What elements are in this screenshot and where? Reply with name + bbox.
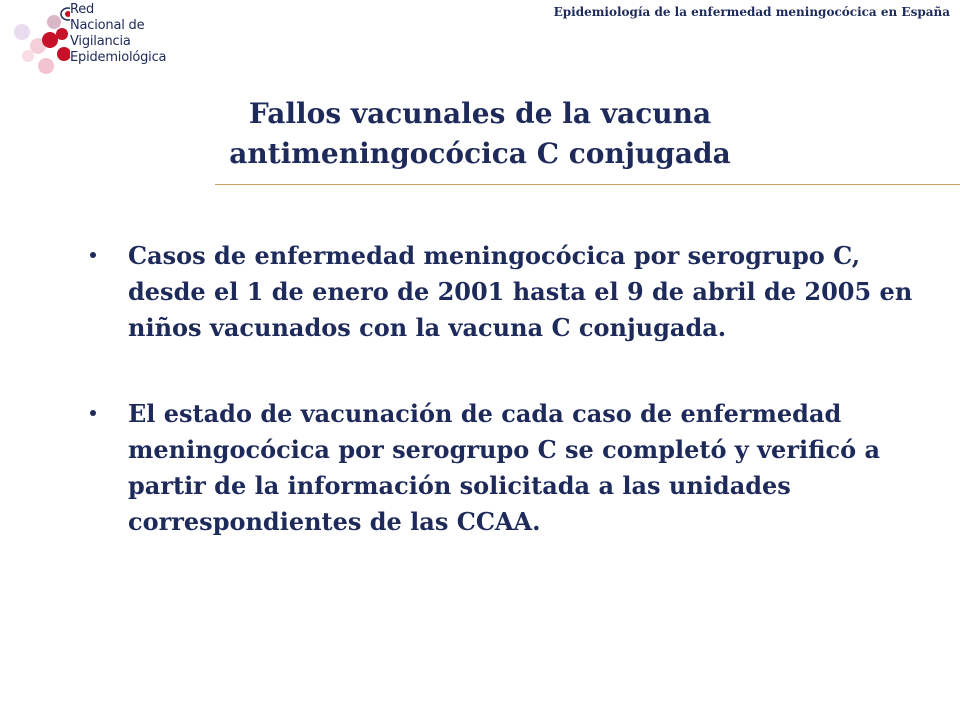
bullet-text: El estado de vacunación de cada caso de enfermedad meningocócica por serogrupo C se completó y verificó a partir de la información solicitada a las unidades correspondientes de las CCAA. xyxy=(128,399,881,536)
red-nacional-logo xyxy=(6,0,176,80)
logo-line-1: Red xyxy=(70,2,95,17)
logo-line-2: Nacional de xyxy=(70,18,145,33)
logo-circles-icon xyxy=(6,0,70,80)
header-subtitle: Epidemiología de la enfermedad meningocócica en España xyxy=(553,5,950,19)
title-line-1: Fallos vacunales de la vacuna xyxy=(248,97,712,130)
bullet-dot-icon xyxy=(90,252,96,258)
bullet-item xyxy=(88,396,928,540)
bullet-list xyxy=(88,238,928,590)
slide-title xyxy=(0,94,960,174)
bullet-dot-icon xyxy=(90,410,96,416)
title-divider xyxy=(215,184,960,185)
logo-line-4: Epidemiológica xyxy=(70,50,167,65)
bullet-item xyxy=(88,238,928,346)
logo-line-3: Vigilancia xyxy=(70,34,131,49)
bullet-text: Casos de enfermedad meningocócica por serogrupo C, desde el 1 de enero de 2001 hasta el 9 de abril de 2005 en niños vacunados con la vacuna C conjugada. xyxy=(128,241,913,342)
title-line-2: antimeningocócica C conjugada xyxy=(229,137,731,170)
